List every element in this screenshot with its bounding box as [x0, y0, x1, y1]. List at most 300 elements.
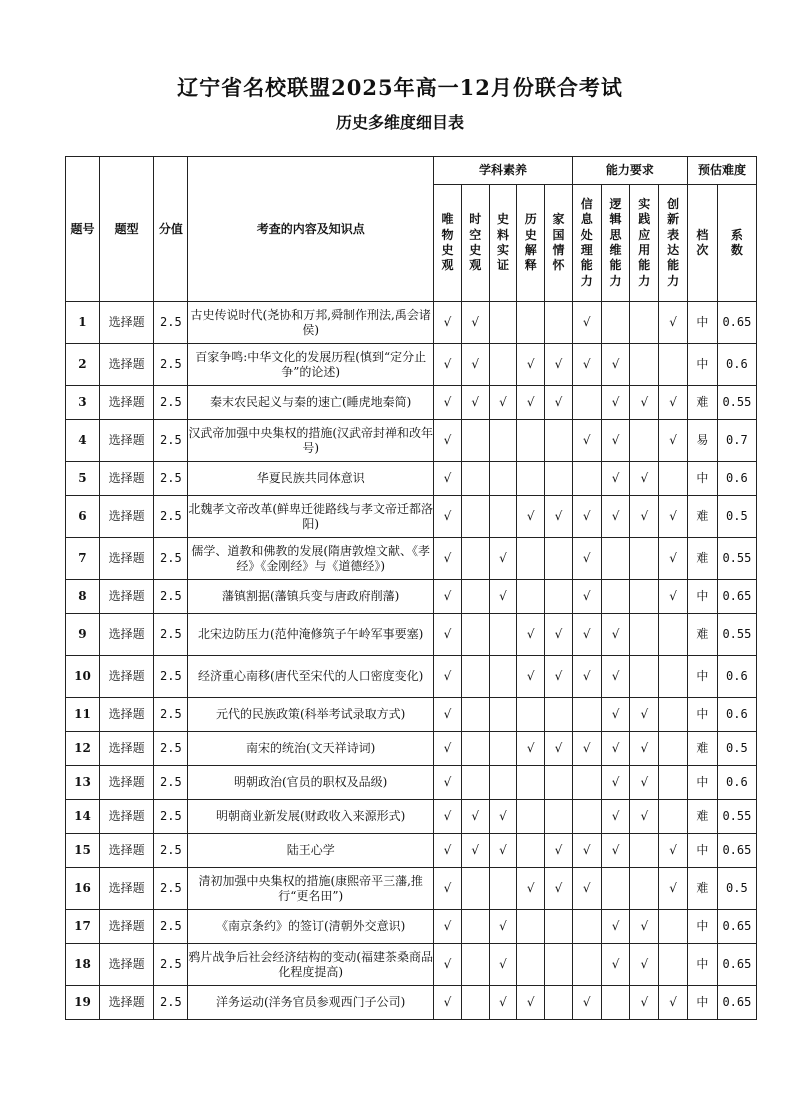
check-cell	[545, 302, 573, 344]
check-cell	[434, 656, 462, 698]
check-mark: √	[443, 551, 452, 565]
question-number: 15	[66, 834, 100, 868]
check-mark: √	[526, 357, 535, 371]
difficulty-level: 难	[687, 538, 717, 580]
check-mark: √	[443, 627, 452, 641]
check-cell	[461, 302, 489, 344]
header-group-ability: 能力要求	[572, 157, 687, 185]
question-type: 选择题	[99, 386, 153, 420]
check-mark: √	[443, 509, 452, 523]
header-score: 分值	[154, 157, 188, 302]
table-row	[66, 834, 757, 868]
question-score: 2.5	[154, 580, 188, 614]
check-cell	[489, 538, 517, 580]
difficulty-coefficient: 0.65	[717, 986, 756, 1020]
check-mark: √	[443, 471, 452, 485]
check-mark: √	[554, 357, 563, 371]
question-type: 选择题	[99, 766, 153, 800]
check-mark: √	[611, 669, 620, 683]
check-mark: √	[499, 957, 507, 971]
check-cell	[572, 580, 601, 614]
difficulty-coefficient: 0.6	[717, 698, 756, 732]
question-number: 8	[66, 580, 100, 614]
check-cell	[630, 386, 659, 420]
check-cell	[517, 462, 545, 496]
table-row	[66, 766, 757, 800]
check-mark: √	[669, 315, 677, 329]
check-cell	[434, 800, 462, 834]
question-content: 明朝商业新发展(财政收入来源形式)	[188, 800, 434, 834]
difficulty-level: 中	[687, 944, 717, 986]
check-cell	[545, 656, 573, 698]
check-cell	[630, 986, 659, 1020]
check-mark: √	[554, 395, 563, 409]
check-cell	[572, 732, 601, 766]
question-type: 选择题	[99, 656, 153, 698]
check-cell	[659, 944, 688, 986]
question-number: 5	[66, 462, 100, 496]
check-mark: √	[443, 775, 452, 789]
table-row	[66, 420, 757, 462]
table-row	[66, 538, 757, 580]
question-type: 选择题	[99, 868, 153, 910]
check-cell	[572, 944, 601, 986]
check-cell	[489, 386, 517, 420]
check-cell	[630, 868, 659, 910]
check-mark: √	[554, 669, 563, 683]
check-mark: √	[526, 509, 535, 523]
table-row	[66, 868, 757, 910]
check-cell	[434, 868, 462, 910]
check-cell	[489, 800, 517, 834]
difficulty-level: 中	[687, 656, 717, 698]
difficulty-level: 难	[687, 614, 717, 656]
check-mark: √	[611, 809, 620, 823]
table-header	[66, 157, 757, 302]
question-content: 北宋边防压力(范仲淹修筑子午岭军事要塞)	[188, 614, 434, 656]
check-mark: √	[443, 669, 452, 683]
header-content: 考查的内容及知识点	[188, 157, 434, 302]
check-cell	[434, 580, 462, 614]
check-mark: √	[582, 551, 591, 565]
question-type: 选择题	[99, 834, 153, 868]
check-cell	[517, 538, 545, 580]
check-cell	[630, 656, 659, 698]
check-mark: √	[582, 995, 591, 1009]
check-cell	[545, 462, 573, 496]
check-cell	[434, 698, 462, 732]
difficulty-coefficient: 0.55	[717, 800, 756, 834]
check-mark: √	[443, 589, 452, 603]
difficulty-level: 难	[687, 800, 717, 834]
difficulty-coefficient: 0.55	[717, 614, 756, 656]
check-mark: √	[640, 775, 649, 789]
difficulty-level: 中	[687, 580, 717, 614]
question-score: 2.5	[154, 868, 188, 910]
question-type: 选择题	[99, 462, 153, 496]
question-number: 14	[66, 800, 100, 834]
question-number: 6	[66, 496, 100, 538]
question-content: 明朝政治(官员的职权及品级)	[188, 766, 434, 800]
check-cell	[572, 344, 601, 386]
check-cell	[659, 800, 688, 834]
table-row	[66, 698, 757, 732]
check-cell	[659, 732, 688, 766]
check-cell	[489, 698, 517, 732]
check-cell	[461, 580, 489, 614]
table-body	[66, 302, 757, 1020]
table-row	[66, 732, 757, 766]
check-cell	[517, 944, 545, 986]
check-cell	[461, 986, 489, 1020]
check-mark: √	[443, 395, 452, 409]
check-mark: √	[669, 843, 677, 857]
check-cell	[601, 698, 630, 732]
table-row	[66, 386, 757, 420]
check-mark: √	[499, 809, 507, 823]
check-cell	[489, 834, 517, 868]
check-mark: √	[443, 357, 452, 371]
check-mark: √	[640, 995, 649, 1009]
check-mark: √	[611, 357, 620, 371]
check-cell	[630, 800, 659, 834]
check-mark: √	[669, 995, 677, 1009]
check-mark: √	[669, 509, 677, 523]
check-mark: √	[443, 433, 452, 447]
difficulty-coefficient: 0.6	[717, 656, 756, 698]
difficulty-coefficient: 0.65	[717, 302, 756, 344]
question-content: 清初加强中央集权的措施(康熙帝平三藩,推行“更名田”)	[188, 868, 434, 910]
check-cell	[659, 986, 688, 1020]
check-mark: √	[611, 509, 620, 523]
check-cell	[601, 538, 630, 580]
difficulty-coefficient: 0.55	[717, 538, 756, 580]
check-cell	[545, 420, 573, 462]
check-cell	[601, 302, 630, 344]
question-score: 2.5	[154, 386, 188, 420]
header-literacy-1: 唯物史观	[434, 185, 462, 302]
check-mark: √	[499, 551, 507, 565]
check-cell	[545, 496, 573, 538]
check-cell	[517, 580, 545, 614]
check-cell	[601, 732, 630, 766]
check-cell	[659, 766, 688, 800]
check-cell	[659, 868, 688, 910]
table-row	[66, 580, 757, 614]
question-number: 19	[66, 986, 100, 1020]
check-cell	[545, 538, 573, 580]
check-cell	[659, 656, 688, 698]
question-number: 4	[66, 420, 100, 462]
table-row	[66, 800, 757, 834]
check-mark: √	[669, 433, 677, 447]
check-cell	[545, 910, 573, 944]
difficulty-level: 易	[687, 420, 717, 462]
check-cell	[630, 766, 659, 800]
check-cell	[517, 732, 545, 766]
check-cell	[461, 614, 489, 656]
table-row	[66, 462, 757, 496]
question-type: 选择题	[99, 986, 153, 1020]
check-cell	[630, 834, 659, 868]
check-mark: √	[582, 627, 591, 641]
difficulty-coefficient: 0.6	[717, 344, 756, 386]
check-cell	[659, 538, 688, 580]
check-cell	[434, 944, 462, 986]
question-content: 《南京条约》的签订(清朝外交意识)	[188, 910, 434, 944]
check-mark: √	[499, 919, 507, 933]
question-content: 洋务运动(洋务官员参观西门子公司)	[188, 986, 434, 1020]
check-mark: √	[499, 395, 507, 409]
question-score: 2.5	[154, 302, 188, 344]
check-cell	[630, 462, 659, 496]
header-difficulty-coef: 系数	[717, 185, 756, 302]
check-cell	[601, 910, 630, 944]
check-mark: √	[640, 395, 649, 409]
question-score: 2.5	[154, 614, 188, 656]
question-number: 9	[66, 614, 100, 656]
header-difficulty-level: 档次	[687, 185, 717, 302]
table-row	[66, 302, 757, 344]
question-content: 北魏孝文帝改革(鲜卑迁徙路线与孝文帝迁都洛阳)	[188, 496, 434, 538]
question-content: 南宋的统治(文天祥诗词)	[188, 732, 434, 766]
question-number: 1	[66, 302, 100, 344]
check-cell	[461, 656, 489, 698]
check-cell	[601, 386, 630, 420]
check-cell	[517, 800, 545, 834]
check-cell	[461, 834, 489, 868]
check-mark: √	[640, 957, 649, 971]
check-mark: √	[669, 551, 677, 565]
table-row	[66, 656, 757, 698]
check-cell	[489, 732, 517, 766]
check-cell	[659, 462, 688, 496]
check-mark: √	[611, 775, 620, 789]
check-mark: √	[582, 357, 591, 371]
question-number: 17	[66, 910, 100, 944]
header-ability-4: 创新表达能力	[659, 185, 688, 302]
check-cell	[489, 462, 517, 496]
check-mark: √	[499, 995, 507, 1009]
check-cell	[630, 420, 659, 462]
check-cell	[461, 386, 489, 420]
check-cell	[434, 462, 462, 496]
check-cell	[434, 344, 462, 386]
check-cell	[461, 698, 489, 732]
header-ability-3: 实践应用能力	[630, 185, 659, 302]
check-mark: √	[526, 995, 535, 1009]
check-cell	[601, 614, 630, 656]
check-cell	[434, 386, 462, 420]
difficulty-level: 中	[687, 344, 717, 386]
check-mark: √	[611, 843, 620, 857]
check-mark: √	[526, 741, 535, 755]
question-type: 选择题	[99, 496, 153, 538]
check-mark: √	[526, 669, 535, 683]
check-cell	[517, 302, 545, 344]
check-cell	[434, 732, 462, 766]
check-mark: √	[640, 919, 649, 933]
table-row	[66, 910, 757, 944]
check-cell	[572, 766, 601, 800]
check-cell	[572, 420, 601, 462]
check-cell	[517, 386, 545, 420]
header-literacy-2: 时空史观	[461, 185, 489, 302]
check-cell	[461, 766, 489, 800]
check-mark: √	[554, 881, 563, 895]
question-content: 元代的民族政策(科举考试录取方式)	[188, 698, 434, 732]
check-mark: √	[582, 669, 591, 683]
check-cell	[601, 344, 630, 386]
difficulty-coefficient: 0.5	[717, 868, 756, 910]
difficulty-coefficient: 0.65	[717, 834, 756, 868]
check-cell	[630, 910, 659, 944]
check-cell	[545, 732, 573, 766]
check-cell	[630, 732, 659, 766]
header-literacy-4: 历史解释	[517, 185, 545, 302]
question-type: 选择题	[99, 910, 153, 944]
check-cell	[489, 420, 517, 462]
check-mark: √	[611, 433, 620, 447]
check-mark: √	[443, 957, 452, 971]
check-cell	[489, 986, 517, 1020]
check-cell	[572, 302, 601, 344]
question-score: 2.5	[154, 656, 188, 698]
check-cell	[630, 496, 659, 538]
header-type: 题型	[99, 157, 153, 302]
question-number: 13	[66, 766, 100, 800]
difficulty-coefficient: 0.65	[717, 944, 756, 986]
header-group-difficulty: 预估难度	[687, 157, 756, 185]
question-score: 2.5	[154, 732, 188, 766]
header-no: 题号	[66, 157, 100, 302]
check-cell	[545, 344, 573, 386]
check-cell	[517, 986, 545, 1020]
question-type: 选择题	[99, 944, 153, 986]
check-cell	[572, 868, 601, 910]
question-number: 12	[66, 732, 100, 766]
check-cell	[572, 800, 601, 834]
check-cell	[572, 698, 601, 732]
check-cell	[572, 538, 601, 580]
check-cell	[489, 656, 517, 698]
check-cell	[659, 496, 688, 538]
check-cell	[630, 538, 659, 580]
difficulty-coefficient: 0.65	[717, 580, 756, 614]
check-cell	[572, 386, 601, 420]
question-number: 11	[66, 698, 100, 732]
check-cell	[434, 538, 462, 580]
check-mark: √	[611, 471, 620, 485]
check-cell	[572, 496, 601, 538]
question-content: 儒学、道教和佛教的发展(隋唐敦煌文献、《孝经》《金刚经》与《道德经》)	[188, 538, 434, 580]
check-mark: √	[443, 741, 452, 755]
question-number: 16	[66, 868, 100, 910]
check-cell	[601, 800, 630, 834]
check-mark: √	[611, 957, 620, 971]
check-cell	[461, 732, 489, 766]
check-cell	[630, 302, 659, 344]
check-cell	[630, 698, 659, 732]
check-mark: √	[640, 741, 649, 755]
check-cell	[630, 614, 659, 656]
check-mark: √	[526, 395, 535, 409]
check-cell	[572, 656, 601, 698]
page-subtitle: 历史多维度细目表	[335, 113, 464, 132]
check-cell	[517, 834, 545, 868]
question-type: 选择题	[99, 800, 153, 834]
check-cell	[461, 538, 489, 580]
difficulty-coefficient: 0.7	[717, 420, 756, 462]
question-number: 7	[66, 538, 100, 580]
question-score: 2.5	[154, 344, 188, 386]
check-cell	[572, 986, 601, 1020]
check-cell	[572, 834, 601, 868]
check-mark: √	[443, 995, 452, 1009]
check-cell	[517, 496, 545, 538]
check-mark: √	[640, 707, 649, 721]
check-mark: √	[611, 395, 620, 409]
difficulty-level: 难	[687, 496, 717, 538]
check-mark: √	[582, 843, 591, 857]
check-cell	[434, 986, 462, 1020]
check-cell	[489, 766, 517, 800]
check-cell	[517, 344, 545, 386]
check-mark: √	[443, 881, 452, 895]
question-score: 2.5	[154, 538, 188, 580]
check-cell	[601, 834, 630, 868]
check-cell	[461, 344, 489, 386]
table-row	[66, 986, 757, 1020]
question-score: 2.5	[154, 496, 188, 538]
question-content: 秦末农民起义与秦的速亡(睡虎地秦简)	[188, 386, 434, 420]
question-score: 2.5	[154, 944, 188, 986]
check-mark: √	[526, 627, 535, 641]
check-mark: √	[499, 589, 507, 603]
question-score: 2.5	[154, 420, 188, 462]
check-cell	[489, 302, 517, 344]
check-mark: √	[611, 741, 620, 755]
check-cell	[461, 496, 489, 538]
difficulty-coefficient: 0.65	[717, 910, 756, 944]
check-cell	[489, 944, 517, 986]
check-cell	[434, 302, 462, 344]
table-row	[66, 944, 757, 986]
header-group-literacy: 学科素养	[434, 157, 573, 185]
check-mark: √	[582, 741, 591, 755]
check-cell	[659, 344, 688, 386]
check-cell	[489, 868, 517, 910]
question-score: 2.5	[154, 766, 188, 800]
check-cell	[659, 698, 688, 732]
question-score: 2.5	[154, 698, 188, 732]
question-content: 陆王心学	[188, 834, 434, 868]
question-type: 选择题	[99, 580, 153, 614]
check-cell	[545, 766, 573, 800]
question-content: 百家争鸣:中华文化的发展历程(慎到“定分止争”的论述)	[188, 344, 434, 386]
check-cell	[659, 302, 688, 344]
question-type: 选择题	[99, 538, 153, 580]
check-cell	[461, 868, 489, 910]
check-cell	[572, 910, 601, 944]
question-type: 选择题	[99, 614, 153, 656]
question-number: 3	[66, 386, 100, 420]
question-score: 2.5	[154, 462, 188, 496]
check-cell	[517, 766, 545, 800]
check-mark: √	[554, 627, 563, 641]
header-ability-2: 逻辑思维能力	[601, 185, 630, 302]
check-cell	[545, 386, 573, 420]
